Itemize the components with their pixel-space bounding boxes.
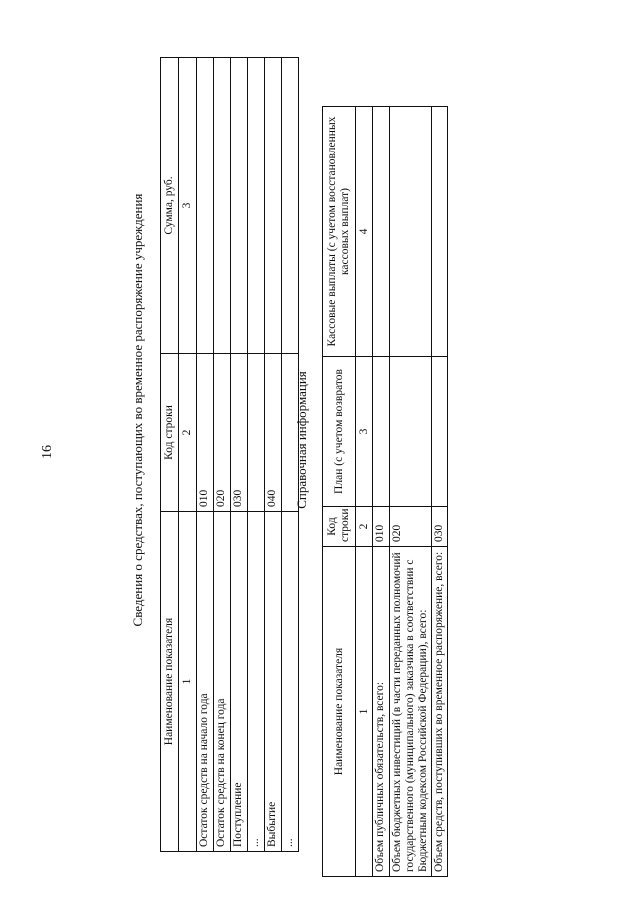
row-code: 030 [231,354,248,512]
header-plan: План (с учетом возвратов [323,357,356,507]
header-name: Наименование показателя [323,547,356,877]
header-num: 4 [356,107,373,357]
table-row [373,107,390,877]
table-row [197,58,214,852]
row-name: Остаток средств на конец года [214,512,231,852]
table-header-numbers-row [356,107,373,877]
header-name: Наименование показателя [161,512,179,852]
row-sum [248,58,265,354]
header-sum: Сумма, руб. [161,58,179,354]
table-row [214,58,231,852]
row-name: Выбытие [265,512,282,852]
row-sum [231,58,248,354]
row-code: 020 [214,354,231,512]
section1-title: Сведения о средствах, поступающих во временное распоряжение учреждения [130,193,145,627]
table-header-row [161,58,179,852]
section2-table [322,106,448,877]
section2-title-block [294,360,310,520]
section2-title: Справочная информация [294,371,309,509]
row-code: 020 [390,507,432,547]
row-sum [265,58,282,354]
section1-table [160,57,299,852]
header-num: 1 [179,512,197,852]
row-cash [390,107,432,357]
row-code: 040 [265,354,282,512]
section1-title-block [130,130,146,690]
table-row [231,58,248,852]
row-code [248,354,265,512]
row-name: ... [248,512,265,852]
row-cash [432,107,448,357]
row-name: Объем публичных обязательств, всего: [373,547,390,877]
row-code: 010 [197,354,214,512]
section2-table-block [322,87,448,877]
row-plan [432,357,448,507]
section1-table-block [160,52,299,852]
header-num: 3 [179,58,197,354]
table-header-numbers-row [179,58,197,852]
header-code: Код строки [161,354,179,512]
row-sum [282,58,299,354]
table-row [248,58,265,852]
table-row [390,107,432,877]
table-header-row [323,107,356,877]
header-code: Код строки [323,507,356,547]
row-name: Объем бюджетных инвестиций (в части переданных полномочий государственного (муниципального) заказчика в соответствии с Бюджетным кодексом Российской Федерации), всего: [390,547,432,877]
row-sum [197,58,214,354]
header-num: 2 [179,354,197,512]
header-num: 1 [356,547,373,877]
row-plan [390,357,432,507]
row-code: 030 [432,507,448,547]
table-row [432,107,448,877]
row-name: Остаток средств на начало года [197,512,214,852]
row-sum [214,58,231,354]
header-num: 2 [356,507,373,547]
header-num: 3 [356,357,373,507]
row-code: 010 [373,507,390,547]
row-cash [373,107,390,357]
header-cash: Кассовые выплаты (с учетом восстановленных кассовых выплат) [323,107,356,357]
row-name: ... [282,512,299,852]
page-number: 16 [40,445,55,459]
row-name: Поступление [231,512,248,852]
table-row [265,58,282,852]
row-name: Объем средств, поступивших во временное распоряжение, всего: [432,547,448,877]
row-plan [373,357,390,507]
